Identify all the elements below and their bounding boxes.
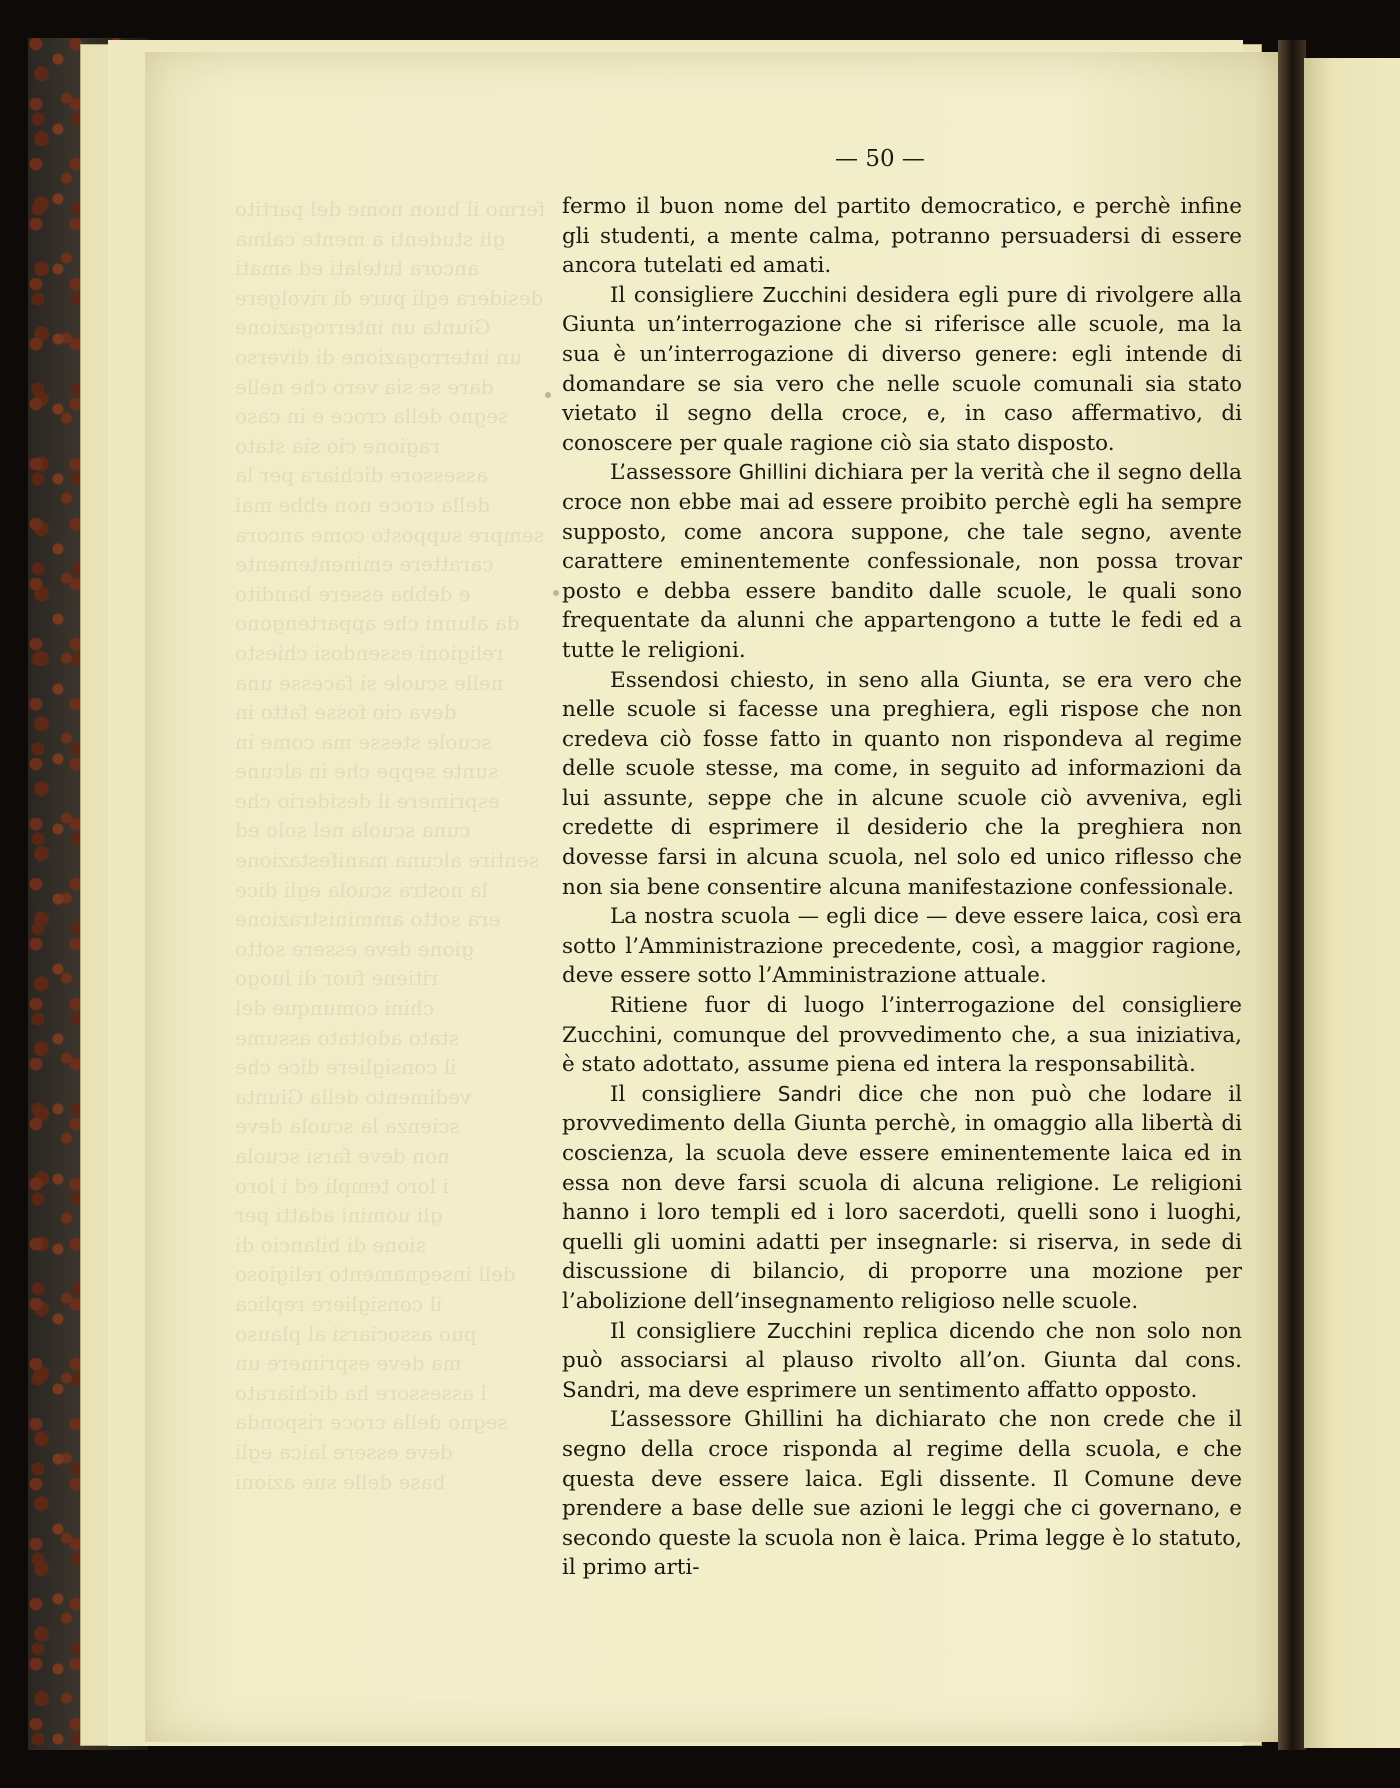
paragraph: [562, 1317, 1242, 1406]
paragraph: [562, 281, 1242, 459]
paragraph: [562, 991, 1242, 1080]
page-number: — 50 —: [835, 146, 925, 172]
speaker-name: Zucchini: [767, 1318, 852, 1343]
paragraph-text: Il consigliere: [610, 1318, 768, 1344]
body-text: [562, 192, 1242, 1583]
paragraph: [562, 1405, 1242, 1583]
paragraph-text: Essendosi chiesto, in seno alla Giunta, se era vero che nelle scuole si facesse una preghiera, egli rispose che non credeva ciò fosse fatto in quanto non rispondeva al regime delle scuole stesse, ma come, in seguito ad informazioni da lui assunte, seppe che in alcune scuole ciò avveniva, egli credette di esprimere il desiderio che la preghiera non dovesse farsi in alcuna scuola, nel solo ed unico riflesso che non sia bene consentire alcuna manifestazione confessionale.: [562, 667, 1242, 900]
paragraph: [562, 458, 1242, 665]
paragraph-text: La nostra scuola — egli dice — deve essere laica, così era sotto l’Amministrazione precedente, così, a maggior ragione, deve essere sotto l’Amministrazione attuale.: [562, 904, 1242, 989]
speaker-name: Sandri: [777, 1081, 842, 1106]
paragraph-text: Il consigliere: [610, 1081, 778, 1107]
paragraph-text: Ritiene fuor di luogo l’interrogazione del consigliere Zucchini, comunque del provvedimento che, a sua iniziativa, è stato adottato, assume piena ed intera la responsabilità.: [562, 993, 1242, 1078]
book-gutter: [1278, 40, 1306, 1750]
paragraph-text: dichiara per la verità che il segno della croce non ebbe mai ad essere proibito perchè egli ha sempre supposto, come ancora suppone, che tale segno, avente carattere eminentemente confessionale, non possa trovar posto e debba essere bandito dalle scuole, le quali sono frequentate da alunni che appartengono a tutte le fedi ed a tutte le religioni.: [562, 460, 1242, 663]
paragraph-text: replica dicendo che non solo non può associarsi al plauso rivolto all’on. Giunta dal cons. Sandri, ma deve esprimere un sentimento affatto opposto.: [562, 1318, 1242, 1403]
paragraph-text: Il consigliere: [610, 282, 763, 308]
paragraph: [562, 192, 1242, 281]
paragraph-text: dice che non può che lodare il provvedimento della Giunta perchè, in omaggio alla libertà di coscienza, la scuola deve essere eminentemente laica ed in essa non deve farsi scuola di alcuna religione. Le religioni hanno i loro templi ed i loro sacerdoti, quelli sono i luoghi, quelli gli uomini adatti per insegnarle: si riserva, in sede di discussione di bilancio, di proporre una mozione per l’abolizione dell’insegnamento religioso nelle scuole.: [562, 1081, 1242, 1314]
paragraph-text: desidera egli pure di rivolgere alla Giunta un’interrogazione che si riferisce alle scuole, ma la sua è un’interrogazione di diverso genere: egli intende di domandare se sia vero che nelle scuole comunali sia stato vietato il segno della croce, e, in caso affermativo, di conoscere per quale ragione ciò sia stato disposto.: [562, 282, 1242, 456]
show-through-text: fermo il buon nome del partito gli studenti a mente calma ancora tutelati ed amati desidera egli pure di rivolgere Giunta un interrogazione un interrogazione di diverso dare se sia vero che nelle segno della croce e in caso ragione cio sia stato assessore dichiara per la della croce non ebbe mai sempre supposto come ancora carattere eminentemente e debba essere bandito da alunni che appartengono religioni essendosi chiesto nelle scuole si facesse una deva cio fosse fatto in scuole stesse ma come in sunte seppe che in alcune esprimere il desiderio che cuna scuola nel solo ed sentire alcuna manifestazione la nostra scuola egli dice era sotto amministrazione gione deve essere sotto ritiene fuor di luogo chini comunque del stato adottato assume il consigliere dice che vedimento della Giunta scienza la scuola deve non deve farsi scuola i loro templi ed i loro gli uomini adatti per sione di bilancio di dell insegnamento religioso il consigliere replica puo associarsi al plauso ma deve esprimere un l assessore ha dichiarato segno della croce risponda deve essere laica egli base delle sue azioni: [235, 197, 546, 1494]
paragraph: [562, 1080, 1242, 1317]
paragraph-text: L’assessore Ghillini ha dichiarato che non crede che il segno della croce risponda al regime della scuola, e che questa deve essere laica. Egli dissente. Il Comune deve prendere a base delle sue azioni le leggi che ci governano, e secondo queste la scuola non è laica. Prima legge è lo statuto, il primo arti-: [562, 1407, 1242, 1581]
page-blemish: [553, 590, 559, 596]
paragraph-text: L’assessore: [610, 460, 739, 486]
paragraph-text: fermo il buon nome del partito democratico, e perchè infine gli studenti, a mente calma, potranno persuadersi di essere ancora tutelati ed amati.: [562, 194, 1242, 279]
page-blemish: [545, 392, 551, 398]
paragraph: [562, 902, 1242, 991]
speaker-name: Zucchini: [762, 282, 848, 307]
speaker-name: Ghillini: [738, 460, 808, 485]
paragraph: [562, 666, 1242, 903]
facing-page-edge: [1304, 58, 1400, 1748]
